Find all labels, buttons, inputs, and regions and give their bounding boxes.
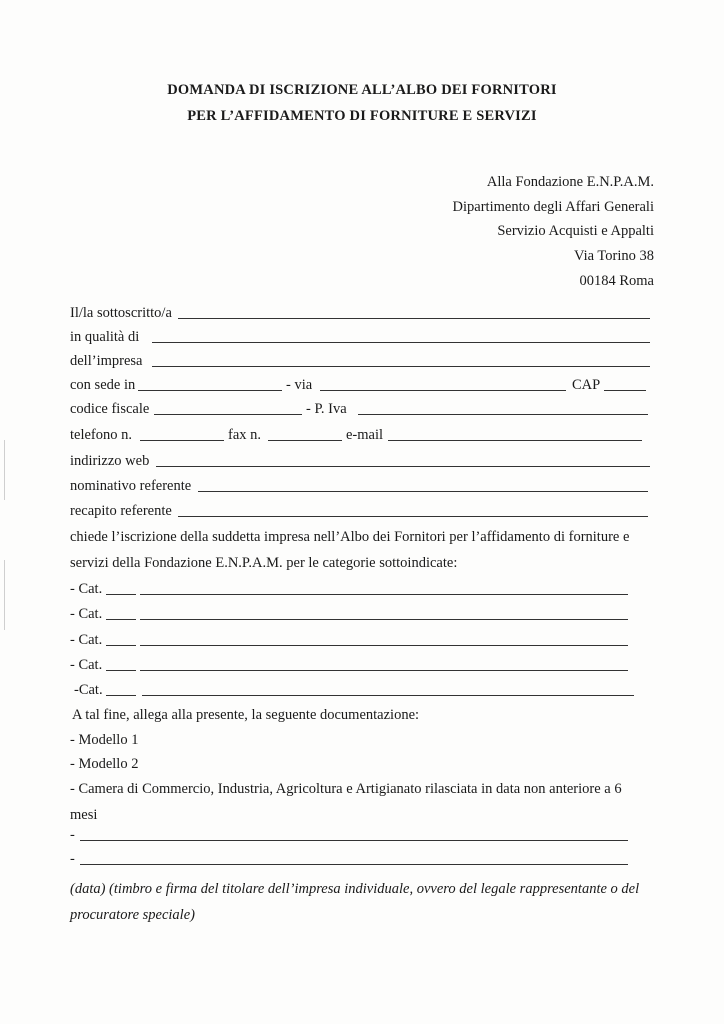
scan-mark	[4, 440, 5, 500]
recipient-line-2: Dipartimento degli Affari Generali	[452, 199, 654, 215]
request-line-1: chiede l’iscrizione della suddetta impresa nell’Albo dei Fornitori per l’affidamento di forniture e	[70, 529, 630, 545]
category-code-field[interactable]	[106, 695, 136, 696]
street-label: - via	[286, 377, 313, 393]
company-label: dell’impresa	[70, 353, 143, 369]
tax-code-field[interactable]	[154, 414, 302, 415]
role-field[interactable]	[152, 342, 650, 343]
category-desc-field[interactable]	[140, 619, 628, 620]
signature-caption-line-2: procuratore speciale)	[70, 907, 195, 923]
category-row-3	[70, 631, 650, 651]
cap-label: CAP	[572, 377, 601, 393]
extra-attachment-field[interactable]	[80, 840, 628, 841]
web-label: indirizzo web	[70, 453, 150, 469]
phone-label: telefono n.	[70, 427, 133, 443]
category-desc-field[interactable]	[142, 695, 634, 696]
category-label: -Cat.	[74, 682, 103, 698]
category-row-4	[70, 656, 650, 676]
contact-name-label: nominativo referente	[70, 478, 192, 494]
extra-attachment-field[interactable]	[80, 864, 628, 865]
email-field[interactable]	[388, 440, 642, 441]
company-field[interactable]	[152, 366, 650, 367]
category-row-5	[70, 681, 650, 701]
recipient-line-3: Servizio Acquisti e Appalti	[497, 223, 654, 239]
contact-info-field[interactable]	[178, 516, 648, 517]
recipient-line-4: Via Torino 38	[573, 248, 654, 264]
category-code-field[interactable]	[106, 645, 136, 646]
seat-row	[70, 376, 650, 396]
request-line-2: servizi della Fondazione E.N.P.A.M. per le categorie sottoindicate:	[70, 555, 458, 571]
category-label: - Cat.	[70, 657, 103, 673]
fax-label: fax n.	[228, 427, 262, 443]
seat-field[interactable]	[138, 390, 282, 391]
document-title-line-1: DOMANDA DI ISCRIZIONE ALL’ALBO DEI FORNITORI	[167, 82, 557, 98]
category-label: - Cat.	[70, 632, 103, 648]
extra-attachment-dash: -	[70, 851, 75, 867]
cap-field[interactable]	[604, 390, 646, 391]
seat-label: con sede in	[70, 377, 136, 393]
attachment-item-3-line-1: - Camera di Commercio, Industria, Agricoltura e Artigianato rilasciata in data non anteriore a 6	[70, 781, 622, 797]
email-label: e-mail	[346, 427, 384, 443]
phone-field[interactable]	[140, 440, 224, 441]
attachment-item-2: - Modello 2	[70, 756, 139, 772]
contact-name-row	[70, 477, 650, 497]
company-row	[70, 352, 650, 372]
category-label: - Cat.	[70, 581, 103, 597]
attachment-item-1: - Modello 1	[70, 732, 139, 748]
extra-attachment-row-1	[70, 826, 650, 846]
contact-info-row	[70, 502, 650, 522]
attachment-item-3-line-2: mesi	[70, 807, 98, 823]
category-code-field[interactable]	[106, 594, 136, 595]
web-row	[70, 452, 650, 472]
category-row-1	[70, 580, 650, 600]
vat-field[interactable]	[358, 414, 648, 415]
signer-label: Il/la sottoscritto/a	[70, 305, 172, 321]
fax-field[interactable]	[268, 440, 342, 441]
category-desc-field[interactable]	[140, 645, 628, 646]
web-field[interactable]	[156, 466, 650, 467]
document-title-line-2: PER L’AFFIDAMENTO DI FORNITURE E SERVIZI	[187, 108, 537, 124]
category-code-field[interactable]	[106, 619, 136, 620]
contact-info-label: recapito referente	[70, 503, 172, 519]
tax-row	[70, 400, 650, 420]
vat-label: - P. Iva	[306, 401, 347, 417]
category-desc-field[interactable]	[140, 670, 628, 671]
signer-row	[70, 304, 650, 324]
role-row	[70, 328, 650, 348]
recipient-line-1: Alla Fondazione E.N.P.A.M.	[486, 174, 654, 190]
category-label: - Cat.	[70, 606, 103, 622]
recipient-line-5: 00184 Roma	[579, 273, 654, 289]
scan-mark	[4, 560, 5, 630]
role-label: in qualità di	[70, 329, 140, 345]
category-desc-field[interactable]	[140, 594, 628, 595]
extra-attachment-row-2	[70, 850, 650, 870]
phone-row	[70, 426, 650, 446]
extra-attachment-dash: -	[70, 827, 75, 843]
signature-caption-line-1: (data) (timbro e firma del titolare dell’impresa individuale, ovvero del legale rappresentante o del	[70, 881, 640, 897]
contact-name-field[interactable]	[198, 491, 648, 492]
category-row-2	[70, 605, 650, 625]
category-code-field[interactable]	[106, 670, 136, 671]
tax-code-label: codice fiscale	[70, 401, 150, 417]
attachments-intro: A tal fine, allega alla presente, la seguente documentazione:	[72, 707, 420, 723]
signer-field[interactable]	[178, 318, 650, 319]
street-field[interactable]	[320, 390, 566, 391]
